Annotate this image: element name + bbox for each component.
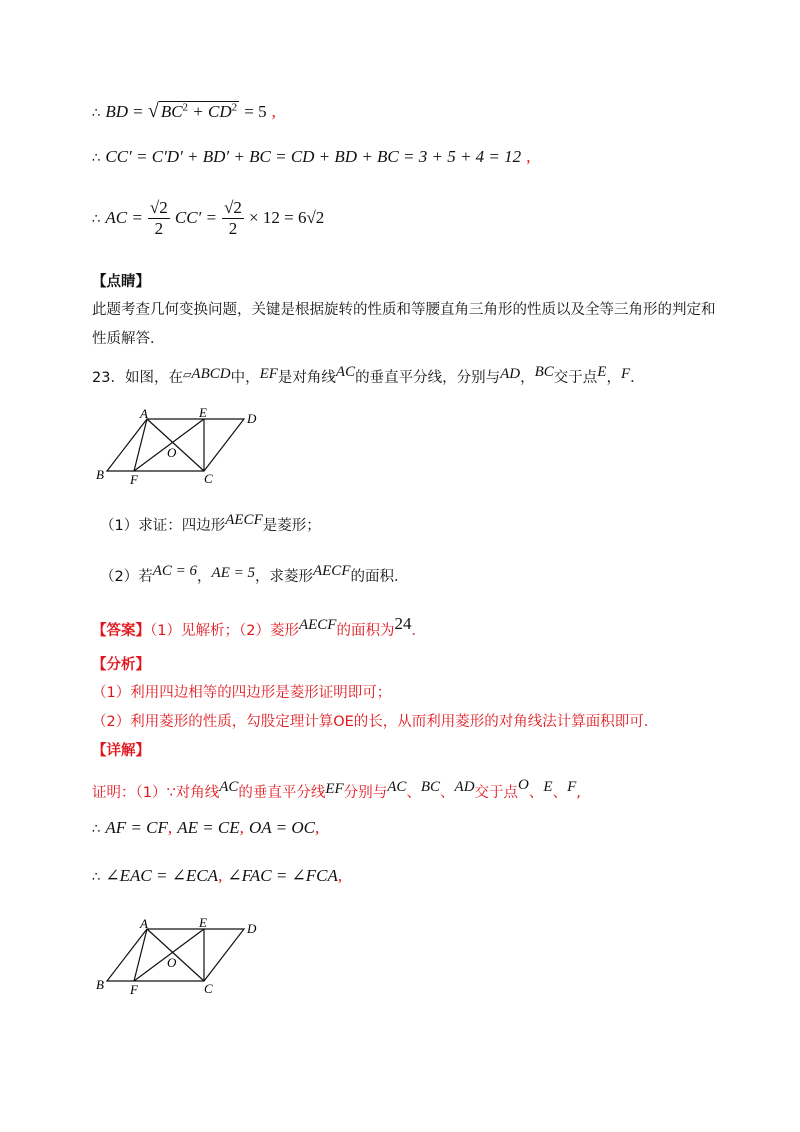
- xj-s4: 、: [552, 785, 568, 801]
- equal-angles-line: [92, 866, 342, 886]
- problem-bc: BC: [534, 364, 554, 380]
- q2-pre: （2）若: [100, 569, 153, 585]
- xj-ef: EF: [325, 781, 344, 797]
- therefore-symbol: ∴: [92, 106, 101, 121]
- problem-text-3: 的垂直平分线，分别与: [355, 370, 501, 386]
- eq2-comma-2: ,: [337, 866, 343, 885]
- problem-ac: AC: [335, 364, 356, 380]
- ac-equation: [92, 198, 324, 239]
- problem-statement: [92, 364, 645, 387]
- bd-eq: =: [133, 102, 143, 121]
- dianjing-line1: 此题考查几何变换问题，关键是根据旋转的性质和等腰直角三角形的性质以及全等三角形的判定和: [92, 302, 716, 318]
- xj-f: F: [567, 779, 577, 795]
- answer-line: [92, 614, 426, 640]
- ac-rhs: × 12 = 6√2: [249, 208, 325, 227]
- parallelogram-figure-2: [92, 915, 262, 995]
- cc-tail: ,: [526, 147, 531, 166]
- eq-af-cf: AF = CF: [105, 818, 168, 837]
- xj-e: E: [543, 779, 553, 795]
- xj-s1: 、: [406, 785, 421, 801]
- bd-tail: ,: [271, 102, 276, 121]
- problem-e: E: [597, 364, 607, 380]
- problem-text-2: 是对角线: [277, 370, 336, 386]
- problem-f: F: [620, 366, 631, 382]
- ac-frac-num: √2: [149, 198, 168, 217]
- eq1-comma-3: ,: [314, 818, 320, 837]
- xj-p3: 分别与: [343, 785, 388, 801]
- bd-equation: ∴ BD = √ $BC^2 + CD^2 = 5$ ,: [92, 100, 276, 122]
- bd-rad-cd: + CD: [192, 102, 232, 121]
- xj-bc: BC: [420, 779, 441, 795]
- question-1: [100, 512, 321, 535]
- q2-aecf: AECF: [312, 563, 351, 579]
- parallelogram-figure-1: [92, 405, 262, 485]
- label-c: C: [204, 471, 213, 485]
- xiangjie-proof-line: [92, 777, 581, 802]
- eq-oa-oc: OA = OC: [249, 818, 315, 837]
- eq-angle-fac: ∠FAC = ∠FCA: [227, 866, 338, 885]
- label-e: E: [199, 405, 207, 420]
- fenxi-line2: （2）利用菱形的性质，勾股定理计算OE的长，从而利用菱形的对角线法计算面积即可．: [92, 714, 659, 730]
- answer-value: 24: [394, 614, 412, 633]
- parallelogram-symbol: ▱: [182, 368, 192, 381]
- problem-text-1: 中，: [230, 370, 260, 386]
- bd-rad-bc: BC: [160, 102, 183, 121]
- label-f: F: [130, 982, 138, 995]
- q1-aecf: AECF: [225, 512, 263, 528]
- problem-text-6: ，: [606, 370, 621, 386]
- ac-lhs: AC =: [105, 208, 143, 227]
- answer-text-2: 的面积为: [336, 623, 395, 639]
- eq-ae-ce: AE = CE: [177, 818, 240, 837]
- answer-aecf: AECF: [298, 617, 337, 633]
- label-c: C: [204, 981, 213, 995]
- eq1-comma-1: ,: [167, 818, 173, 837]
- label-a: A: [140, 916, 148, 931]
- label-a: A: [140, 406, 148, 421]
- q1-post: 是菱形；: [262, 518, 321, 534]
- label-d: D: [247, 411, 257, 426]
- ac-frac2-den: 2: [228, 219, 238, 238]
- problem-ad: AD: [500, 366, 521, 382]
- problem-ef: EF: [259, 366, 278, 382]
- eq2-comma-1: ,: [218, 866, 223, 885]
- xj-tail: ,: [576, 785, 581, 801]
- ac-frac2-num: √2: [224, 198, 242, 217]
- dianjing-line2: 性质解答．: [92, 331, 165, 347]
- fenxi-line1: （1）利用四边相等的四边形是菱形证明即可；: [92, 685, 392, 701]
- xj-p4: 交于点: [474, 785, 519, 801]
- therefore-symbol: ∴: [92, 212, 101, 227]
- eq-angle-eac: ∠EAC = ∠ECA: [105, 866, 219, 885]
- xj-o: O: [518, 777, 529, 793]
- fenxi-heading: 【分析】: [92, 657, 150, 673]
- q1-pre: （1）求证：四边形: [100, 518, 226, 534]
- problem-text-7: ．: [630, 370, 645, 386]
- ac-mid: CC′ =: [174, 208, 217, 227]
- problem-text-4: ，: [520, 370, 535, 386]
- xj-ad: AD: [454, 779, 475, 795]
- bd-rhs: = 5: [244, 102, 267, 121]
- cc-equation: [92, 147, 531, 167]
- q2-ac6: AC = 6: [152, 563, 198, 579]
- answer-text-1: （1）见解析；（2）菱形: [150, 623, 299, 639]
- label-d: D: [247, 921, 257, 936]
- problem-abcd: ABCD: [191, 366, 231, 382]
- xj-p2: 的垂直平分线: [238, 785, 326, 801]
- answer-tag: 【答案】: [92, 623, 150, 639]
- ac-frac-den: 2: [154, 219, 164, 238]
- xj-p1: 证明：（1）∵对角线: [92, 785, 220, 801]
- therefore-symbol: ∴: [92, 151, 101, 166]
- dianjing-heading: 【点睛】: [92, 274, 150, 290]
- bd-lhs: BD: [105, 102, 129, 121]
- q2-mid: ，求菱形: [254, 569, 313, 585]
- problem-text-5: 交于点: [553, 370, 598, 386]
- xiangjie-heading: 【详解】: [92, 743, 150, 759]
- label-b: B: [96, 467, 104, 482]
- eq1-comma-2: ,: [239, 818, 244, 837]
- xj-ac: AC: [219, 779, 239, 795]
- label-f: F: [130, 472, 138, 485]
- q2-ae5: AE = 5: [211, 565, 255, 581]
- q2-post: 的面积．: [350, 569, 409, 585]
- xj-s2: 、: [440, 785, 455, 801]
- therefore-symbol: ∴: [92, 822, 101, 837]
- xj-ac2: AC: [387, 779, 407, 795]
- label-o: O: [167, 445, 177, 460]
- therefore-symbol: ∴: [92, 870, 101, 885]
- cc-expr: CC′ = C′D′ + BD′ + BC = CD + BD + BC = 3 + 5 + 4 = 12: [105, 147, 522, 166]
- label-o: O: [167, 955, 177, 970]
- label-b: B: [96, 977, 104, 992]
- equal-segments-line: [92, 818, 319, 838]
- answer-text-3: ．: [411, 623, 426, 639]
- xj-s3: 、: [528, 785, 544, 801]
- q2-comma: ，: [197, 569, 212, 585]
- question-2: [100, 563, 408, 586]
- problem-number: 23．如图，在: [92, 370, 183, 386]
- label-e: E: [199, 915, 207, 930]
